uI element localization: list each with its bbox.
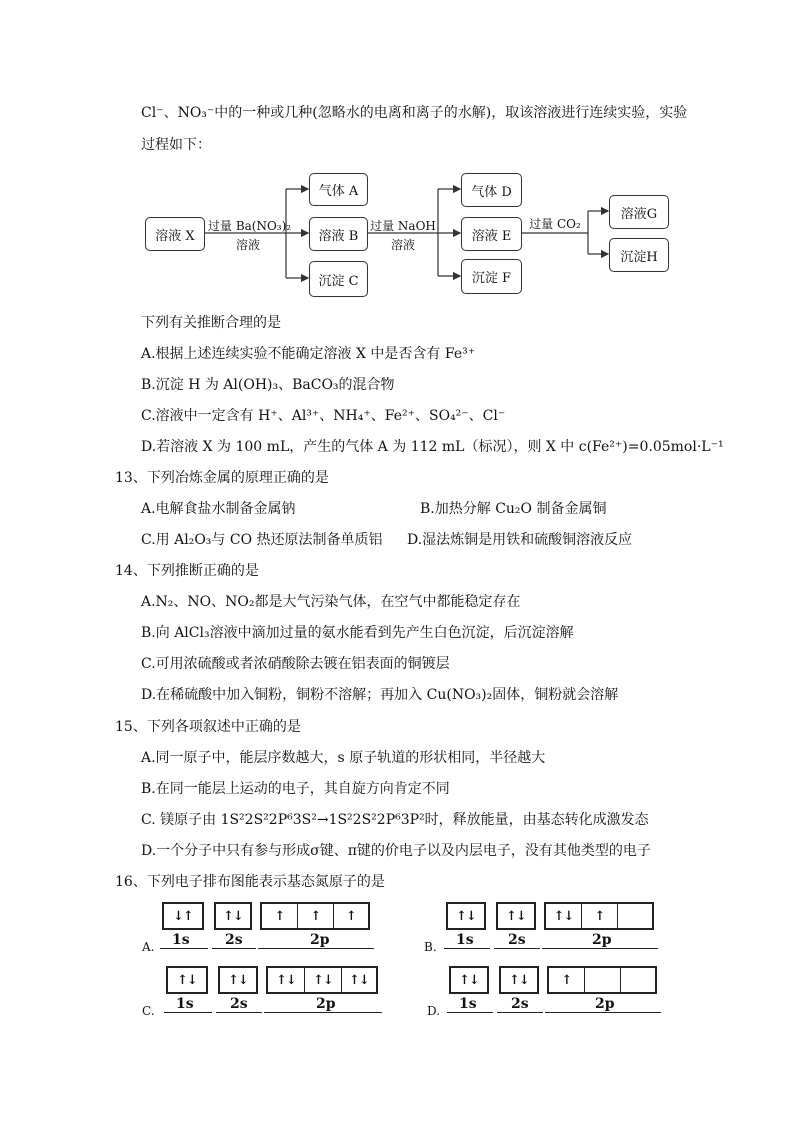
orbital-2s: ↑↓ (214, 902, 252, 930)
q14-stem: 14、下列推断正确的是 (115, 563, 259, 579)
q14-option-a: A.N₂、NO、NO₂都是大气污染气体，在空气中都能稳定存在 (141, 594, 521, 610)
box-precipitate-c: 沉淀 C (309, 261, 368, 297)
label-1s: 1s (459, 996, 477, 1012)
box-solution-e: 溶液 E (461, 217, 522, 251)
underline-2s (494, 948, 540, 949)
q15-stem: 15、下列各项叙述中正确的是 (115, 719, 301, 735)
q16-option-b[interactable] (424, 902, 664, 962)
orbital-1s: ↓↑ (162, 902, 204, 930)
underline-2p (258, 948, 374, 949)
orbital-2p: ↑ (547, 966, 657, 994)
underline-2s (212, 948, 256, 949)
orbital-1s: ↑↓ (166, 966, 208, 994)
label-1s: 1s (172, 932, 190, 948)
q16-stem: 16、下列电子排布图能表示基态氮原子的是 (115, 874, 385, 890)
orbital-2p: ↑ ↑ ↑ (260, 902, 370, 930)
q16-option-a[interactable] (142, 902, 382, 962)
box-gas-a: 气体 A (309, 173, 368, 206)
q12-option-a: A.根据上述连续实验不能确定溶液 X 中是否含有 Fe³⁺ (141, 346, 476, 362)
q13-option-d: D.湿法炼铜是用铁和硫酸铜溶液反应 (407, 532, 633, 548)
box-solution-b: 溶液 B (309, 217, 368, 251)
q12-option-b: B.沉淀 H 为 Al(OH)₃、BaCO₃的混合物 (141, 377, 395, 393)
orbital-2s: ↑↓ (499, 966, 539, 994)
q16-option-b-letter: B. (424, 940, 437, 954)
q16-option-c[interactable] (142, 966, 392, 1026)
edge3-top-label: 过量 CO₂ (529, 217, 581, 231)
underline-2p (264, 1012, 382, 1013)
label-2p: 2p (310, 932, 330, 948)
orbital-1s: ↑↓ (446, 902, 486, 930)
q15-option-a: A.同一原子中，能层序数越大，s 原子轨道的形状相同，半径越大 (141, 750, 546, 766)
q15-option-d: D.一个分子中只有参与形成σ键、π键的价电子以及内层电子，没有其他类型的电子 (141, 843, 651, 859)
q13-option-c: C.用 Al₂O₃与 CO 热还原法制备单质铝 (141, 532, 383, 548)
edge2-top-label: 过量 NaOH (370, 219, 436, 233)
q13-option-a: A.电解食盐水制备金属钠 (141, 501, 296, 517)
intro-line-2: 过程如下： (141, 137, 211, 153)
q14-option-d: D.在稀硫酸中加入铜粉，铜粉不溶解；再加入 Cu(NO₃)₂固体，铜粉就会溶解 (141, 687, 619, 703)
underline-1s (160, 948, 208, 949)
label-2s: 2s (508, 932, 526, 948)
underline-2s (497, 1012, 543, 1013)
label-2p: 2p (595, 996, 615, 1012)
label-2p: 2p (592, 932, 612, 948)
orbital-2p: ↑↓ ↑↓ ↑↓ (266, 966, 378, 994)
underline-1s (164, 1012, 212, 1013)
label-1s: 1s (456, 932, 474, 948)
underline-2s (216, 1012, 262, 1013)
label-2s: 2s (511, 996, 529, 1012)
box-precipitate-f: 沉淀 F (461, 259, 522, 294)
q12-stem: 下列有关推断合理的是 (141, 315, 281, 331)
q16-option-d-letter: D. (427, 1004, 441, 1018)
underline-2p (545, 1012, 661, 1013)
label-2s: 2s (225, 932, 243, 948)
intro-line-1: Cl⁻、NO₃⁻中的一种或几种(忽略水的电离和离子的水解)，取该溶液进行连续实验，实验 (141, 105, 688, 121)
label-1s: 1s (176, 996, 194, 1012)
q16-option-d[interactable] (427, 966, 667, 1026)
box-gas-d: 气体 D (461, 173, 522, 207)
edge1-bottom-label: 溶液 (235, 238, 260, 252)
label-2s: 2s (230, 996, 248, 1012)
q14-option-c: C.可用浓硫酸或者浓硝酸除去镀在铝表面的铜镀层 (141, 656, 450, 672)
box-solution-x: 溶液 X (145, 217, 205, 251)
q15-option-c: C. 镁原子由 1S²2S²2P⁶3S²→1S²2S²2P⁶3P²时，释放能量，由基态转化成激发态 (141, 812, 649, 828)
underline-1s (447, 1012, 493, 1013)
orbital-2s: ↑↓ (496, 902, 536, 930)
box-solution-g: 溶液G (609, 195, 669, 229)
box-precipitate-h: 沉淀H (609, 238, 669, 272)
orbital-2s: ↑↓ (218, 966, 258, 994)
q13-stem: 13、下列冶炼金属的原理正确的是 (115, 470, 329, 486)
orbital-2p: ↑↓ ↑ (544, 902, 654, 930)
edge2-bottom-label: 溶液 (390, 238, 415, 252)
edge1-top-label: 过量 Ba(NO₃)₂ (208, 219, 292, 233)
orbital-1s: ↑↓ (449, 966, 489, 994)
underline-1s (444, 948, 490, 949)
q16-option-c-letter: C. (142, 1004, 155, 1018)
flowchart-connectors (0, 0, 794, 320)
q14-option-b: B.向 AlCl₃溶液中滴加过量的氨水能看到先产生白色沉淀，后沉淀溶解 (141, 625, 574, 641)
q15-option-b: B.在同一能层上运动的电子，其自旋方向肯定不同 (141, 781, 450, 797)
q12-option-d: D.若溶液 X 为 100 mL，产生的气体 A 为 112 mL（标况），则 X 中 c(Fe²⁺)=0.05mol·L⁻¹ (141, 439, 724, 455)
label-2p: 2p (316, 996, 336, 1012)
q16-option-a-letter: A. (142, 940, 155, 954)
q13-option-b: B.加热分解 Cu₂O 制备金属铜 (420, 501, 607, 517)
underline-2p (542, 948, 658, 949)
q12-option-c: C.溶液中一定含有 H⁺、Al³⁺、NH₄⁺、Fe²⁺、SO₄²⁻、Cl⁻ (141, 408, 506, 424)
